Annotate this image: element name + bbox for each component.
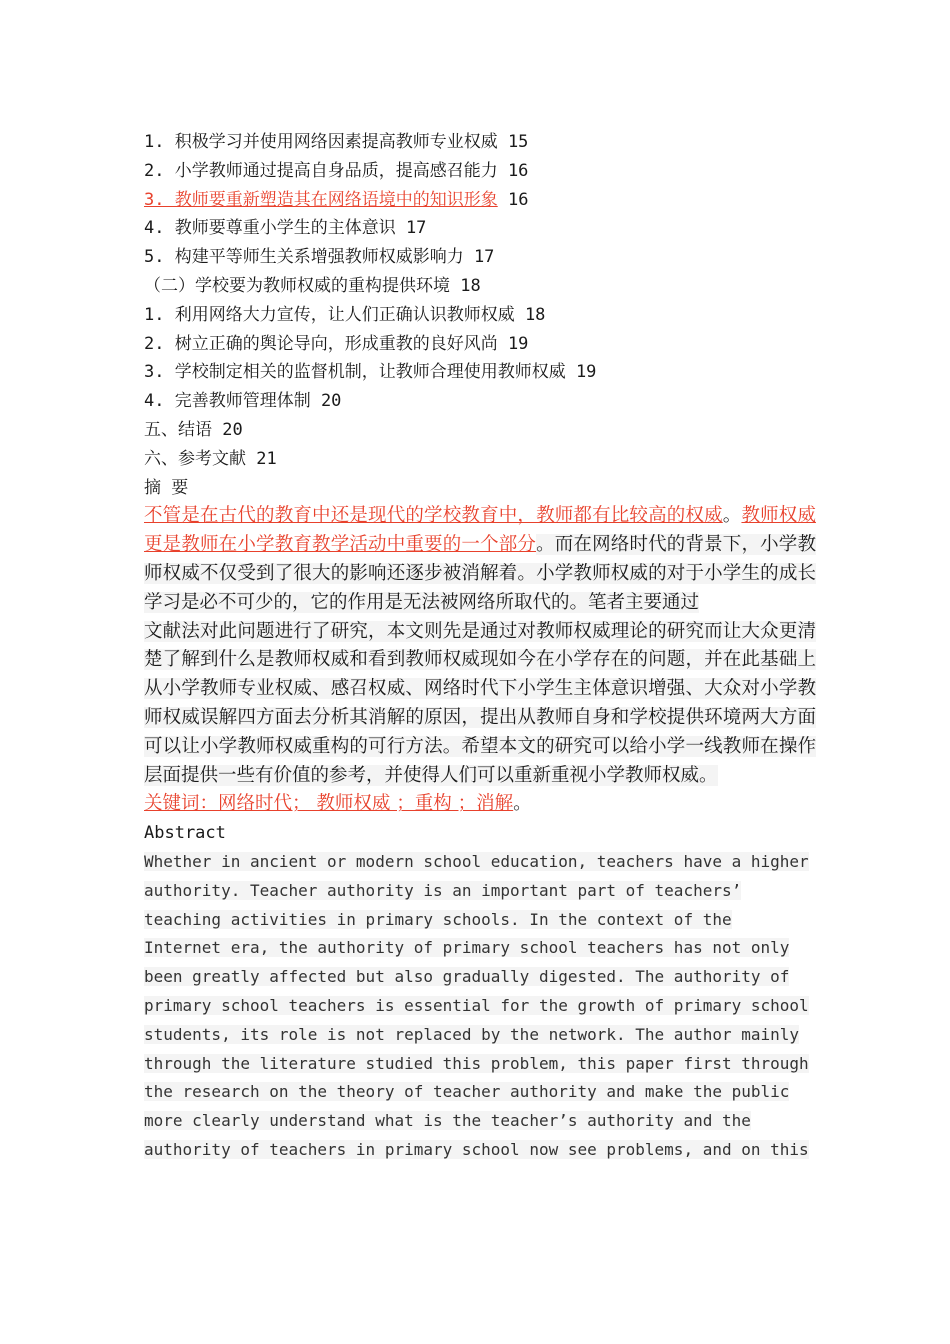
abstract-zh-heading: 摘 要	[144, 477, 189, 498]
toc-item: 六、参考文献 21	[144, 448, 277, 469]
abstract-zh-paragraph-1	[144, 502, 816, 617]
sentence-separator: 。	[722, 505, 742, 527]
toc-item: 5. 构建平等师生关系增强教师权威影响力 17	[144, 247, 495, 268]
keywords-text: 关键词：网络时代； 教师权威 ；重构 ；消解	[144, 793, 514, 815]
toc-highlighted-text: 3. 教师要重新塑造其在网络语境中的知识形象	[144, 189, 498, 210]
toc-item-highlighted	[144, 186, 816, 215]
document-page	[144, 128, 816, 1165]
abstract-zh-body: 文献法对此问题进行了研究，本文则先是通过对教师权威理论的研究而让大众更清楚了解到什么是教师权威和看到教师权威现如今在小学存在的问题，并在此基础上从小学教师专业权威、感召权威、网络时代下小学生主体意识增强、大众对小学教师权威误解四方面去分析其消解的原因，提出从教师自身和学校提供环境两大方面可以让小学教师权威重构的可行方法。希望本文的研究可以给小学一线教师在操作层面提供一些有价值的参考，并使得人们可以重新重视小学教师权威。	[144, 620, 816, 786]
keywords-line	[144, 790, 816, 819]
toc-item: 1. 利用网络大力宣传，让人们正确认识教师权威 18	[144, 304, 546, 325]
abstract-zh-paragraph-2	[144, 618, 816, 791]
toc-item: （二）学校要为教师权威的重构提供环境 18	[144, 275, 481, 296]
table-of-contents	[144, 128, 816, 474]
abstract-en-body: Whether in ancient or modern school education, teachers have a higher authority. Teacher authority is an important part of teachers’ teaching activities in primary schools. In the context of the Internet era, the authority of primary school teachers has not only been greatly affected but also gradually digested. The authority of primary school teachers is essential for the growth of primary school students, its role is not replaced by the network. The author mainly through the literature studied this problem, this paper first through the research on the theory of teacher authority and make the public more clearly understand what is the teacher’s authority and the authority of teachers in primary school now see problems, and on this	[144, 851, 809, 1159]
abstract-zh-body: 。而在网络时代的背景下，小学教师权威不仅受到了很大的影响还逐步被消解着。小学教师权威的对于小学生的成长学习是必不可少的，它的作用是无法被网络所取代的。笔者主要通过	[144, 534, 816, 613]
toc-item: 1. 积极学习并使用网络因素提高教师专业权威 15	[144, 132, 529, 152]
toc-page-number: 16	[497, 189, 529, 210]
toc-item: 3. 学校制定相关的监督机制，让教师合理使用教师权威 19	[144, 362, 597, 383]
toc-item: 2. 小学教师通过提高自身品质，提高感召能力 16	[144, 160, 529, 181]
toc-item: 4. 完善教师管理体制 20	[144, 391, 342, 412]
abstract-en-paragraph	[144, 848, 812, 1165]
abstract-en-heading: Abstract	[144, 823, 226, 844]
toc-item: 2. 树立正确的舆论导向，形成重教的良好风尚 19	[144, 333, 529, 354]
highlighted-sentence: 不管是在古代的教育中还是现代的学校教育中，教师都有比较高的权威	[144, 505, 723, 527]
toc-item: 五、结语 20	[144, 419, 243, 440]
highlighted-sentence: 教师权威更是教师在小学教育教学活动中重要的一个部分	[144, 505, 816, 556]
keywords-end: 。	[513, 793, 532, 815]
toc-item: 4. 教师要尊重小学生的主体意识 17	[144, 218, 427, 239]
